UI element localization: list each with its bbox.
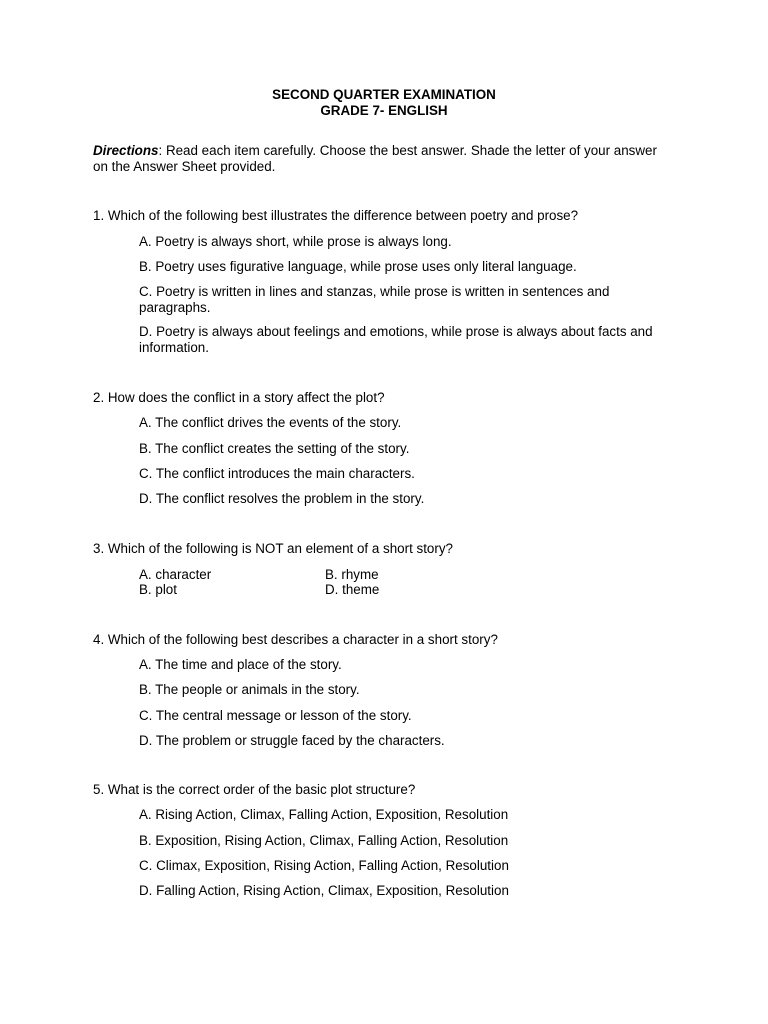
question-3-option-b: B. rhyme [325,567,379,582]
question-3: 3. Which of the following is NOT an element of a short story? [93,541,453,556]
question-2-option-c: C. The conflict introduces the main characters. [139,466,415,481]
directions-paragraph [93,143,658,175]
question-4-option-a: A. The time and place of the story. [139,657,342,672]
question-3-option-c: B. plot [139,582,177,597]
question-5-option-d: D. Falling Action, Rising Action, Climax, Exposition, Resolution [139,883,509,898]
exam-subtitle: GRADE 7- ENGLISH [320,103,448,118]
question-5: 5. What is the correct order of the basic plot structure? [93,782,416,797]
question-5-option-b: B. Exposition, Rising Action, Climax, Falling Action, Resolution [139,833,509,848]
question-5-option-c: C. Climax, Exposition, Rising Action, Falling Action, Resolution [139,858,509,873]
question-1-option-c: C. Poetry is written in lines and stanzas, while prose is written in sentences and paragraphs. [139,284,610,315]
question-4-option-c: C. The central message or lesson of the story. [139,708,412,723]
question-1-option-d: D. Poetry is always about feelings and emotions, while prose is always about facts and information. [139,324,653,355]
question-2-option-d: D. The conflict resolves the problem in the story. [139,491,425,506]
directions-label: Directions [93,143,159,158]
directions-colon: : [158,143,163,158]
question-2-option-a: A. The conflict drives the events of the story. [139,415,402,430]
question-3-option-a: A. character [139,567,212,582]
question-1-option-a: A. Poetry is always short, while prose is always long. [139,234,452,249]
directions-text: Read each item carefully. Choose the best answer. Shade the letter of your answer on the Answer Sheet provided. [93,143,657,174]
question-4-option-d: D. The problem or struggle faced by the characters. [139,733,445,748]
question-3-option-d: D. theme [325,582,380,597]
question-2: 2. How does the conflict in a story affect the plot? [93,390,385,405]
question-1-option-b: B. Poetry uses figurative language, while prose uses only literal language. [139,259,577,274]
question-5-option-a: A. Rising Action, Climax, Falling Action, Exposition, Resolution [139,807,509,822]
question-4-option-b: B. The people or animals in the story. [139,682,360,697]
question-1: 1. Which of the following best illustrates the difference between poetry and prose? [93,208,579,223]
question-4: 4. Which of the following best describes a character in a short story? [93,632,498,647]
exam-title: SECOND QUARTER EXAMINATION [272,87,496,102]
question-2-option-b: B. The conflict creates the setting of the story. [139,441,410,456]
